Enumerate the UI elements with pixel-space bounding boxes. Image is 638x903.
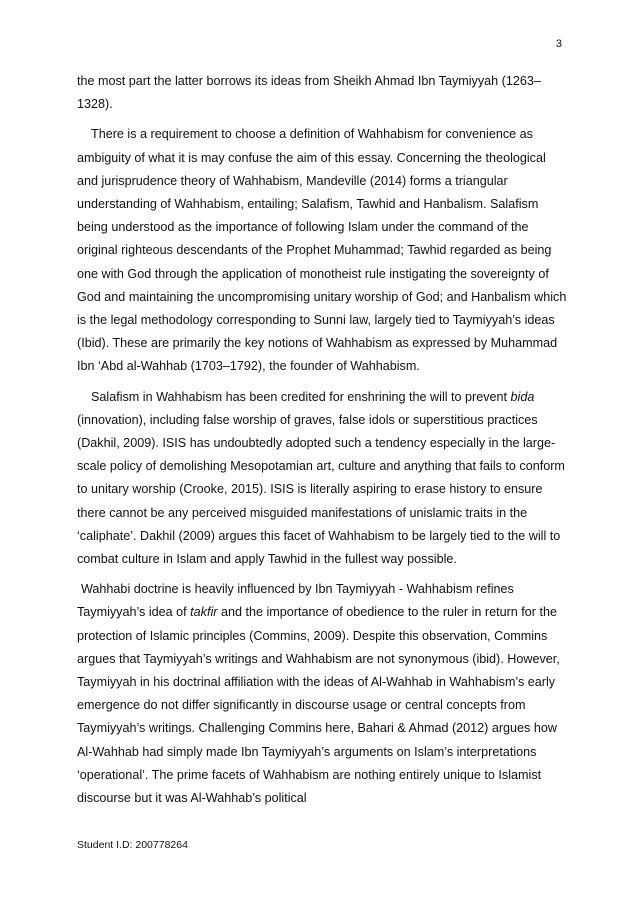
term-bida: bida <box>510 389 535 404</box>
paragraph-1: the most part the latter borrows its ideas from Sheikh Ahmad Ibn Taymiyyah (1263–1328). <box>77 74 541 112</box>
term-takfir: takfir <box>190 605 218 620</box>
paragraph-3 <box>77 386 569 572</box>
document-body <box>77 70 569 810</box>
paragraph-4-rest: and the importance of obedience to the ruler in return for the protection of Islamic principles (Commins, 2009). Despite this observation, Commins argues that Taymiyyah’s writings and Wahhabism are not synonymous (ibid). However, Taymiyyah in his doctrinal affiliation with the ideas of Al-Wahhab in Wahhabism’s early emergence do not differ significantly in discourse usage or central concepts from Taymiyyah’s writings. Challenging Commins here, Bahari & Ahmad (2012) argues how Al-Wahhab had simply made Ibn Taymiyyah’s arguments on Islam’s interpretations ‘operational’. The prime facets of Wahhabism are nothing entirely unique to Islamist discourse but it was Al-Wahhab’s political <box>77 605 560 806</box>
page-number: 3 <box>555 38 562 50</box>
paragraph-2: There is a requirement to choose a definition of Wahhabism for convenience as ambiguity of what it is may confuse the aim of this essay. Concerning the theological and jurisprudence theory of Wahhabism, Mandeville (2014) forms a triangular understanding of Wahhabism, entailing; Salafism, Tawhid and Hanbalism. Salafism being understood as the importance of following Islam under the command of the original righteous descendants of the Prophet Muhammad; Tawhid regarded as being one with God through the application of monotheist rule instigating the sovereignty of God and maintaining the uncompromising unitary worship of God; and Hanbalism which is the legal methodology corresponding to Sunni law, largely tied to Taymiyyah’s ideas (Ibid). These are primarily the key notions of Wahhabism as expressed by Muhammad Ibn ‘Abd al-Wahhab (1703–1792), the founder of Wahhabism. <box>77 127 567 374</box>
paragraph-4 <box>77 578 569 810</box>
paragraph-3-rest: (innovation), including false worship of graves, false idols or superstitious practices (Dakhil, 2009). ISIS has undoubtedly adopted such a tendency especially in the large-scale policy of demolishing Mesopotamian art, culture and anything that fails to conform to unitary worship (Crooke, 2015). ISIS is literally aspiring to erase history to ensure there cannot be any perceived misguided manifestations of unislamic traits in the ‘caliphate’. Dakhil (2009) argues this facet of Wahhabism to be largely tied to the will to combat culture in Islam and apply Tawhid in the fullest way possible. <box>77 412 565 567</box>
paragraph-3-start: Salafism in Wahhabism has been credited for enshrining the will to prevent <box>91 389 511 404</box>
paragraph-4-start: Wahhabi doctrine is heavily influenced by Ibn Taymiyyah - Wahhabism refines Taymiyyah’s idea of <box>77 582 514 620</box>
footer-student-id: Student I.D: 200778264 <box>77 839 188 851</box>
